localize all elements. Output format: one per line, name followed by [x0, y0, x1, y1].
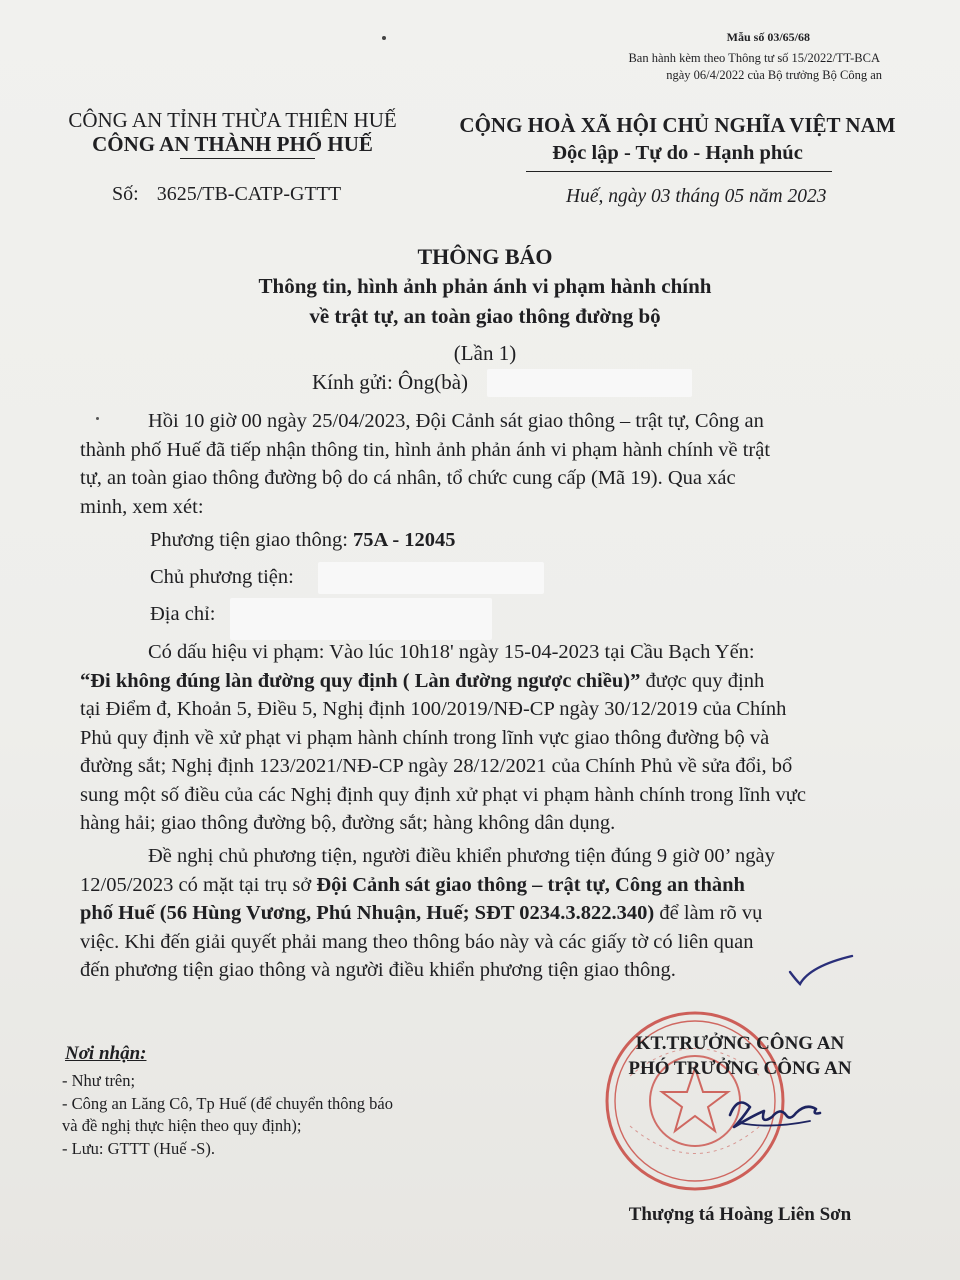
request-line-1: Đề nghị chủ phương tiện, người điều khiển phương tiện đúng 9 giờ 00’ ngày — [148, 845, 775, 867]
violation-description: “Đi không đúng làn đường quy định ( Làn đường ngược chiều)” — [80, 669, 641, 692]
notice-round: (Lần 1) — [453, 341, 517, 365]
document-subtitle-1: Thông tin, hình ảnh phản ánh vi phạm hành chính — [258, 274, 712, 298]
paragraph-violation — [80, 638, 902, 838]
document-number-label: Số: — [112, 183, 139, 205]
handwritten-signature — [720, 1085, 830, 1140]
form-issued-line-1: Ban hành kèm theo Thông tư số 15/2022/TT-BCA — [628, 51, 880, 65]
checkmark-icon — [786, 950, 856, 990]
violation-line-5: đường sắt; Nghị định 123/2021/NĐ-CP ngày 28/12/2021 của Chính Phủ về sửa đổi, bổ — [80, 755, 793, 777]
redacted-recipient-name — [487, 369, 692, 397]
recipients-list — [62, 1070, 393, 1160]
violation-line-4: Phủ quy định về xử phạt vi phạm hành chính trong lĩnh vực giao thông đường bộ và — [80, 726, 770, 749]
request-address: phố Huế (56 Hùng Vương, Phú Nhuận, Huế; SĐT 0234.3.822.340) — [80, 902, 655, 924]
owner-field — [150, 566, 294, 589]
signatory-title-1: KT.TRƯỞNG CÔNG AN — [635, 1033, 845, 1054]
intro-line-4: minh, xem xét: — [80, 495, 204, 518]
agency-underline — [180, 158, 315, 159]
recipient-item: - Lưu: GTTT (Huế -S). — [62, 1138, 215, 1158]
redacted-owner — [318, 562, 544, 594]
agency-line-1: CÔNG AN TỈNH THỪA THIÊN HUẾ — [68, 108, 397, 132]
address-label: Địa chỉ: — [150, 603, 216, 625]
recipients-heading: Nơi nhận: — [65, 1043, 147, 1064]
ink-dot — [382, 36, 386, 40]
document-number-value: 3625/TB-CATP-GTTT — [156, 183, 342, 205]
vehicle-plate: 75A - 12045 — [353, 529, 456, 551]
violation-line-2-tail: được quy định — [640, 669, 765, 692]
request-line-4: việc. Khi đến giải quyết phải mang theo thông báo này và các giấy tờ có liên quan — [80, 930, 754, 953]
violation-line-2 — [80, 667, 902, 696]
recipient-item: và đề nghị thực hiện theo quy định); — [62, 1116, 302, 1135]
document-number — [112, 183, 341, 206]
request-line-2 — [80, 871, 902, 900]
vehicle-field — [150, 529, 456, 552]
request-line-3c: để làm rõ vụ — [654, 902, 763, 924]
recipient-item: - Công an Lăng Cô, Tp Huế (để chuyển thông báo — [62, 1093, 393, 1113]
request-line-2a: 12/05/2023 có mặt tại trụ sở — [80, 873, 317, 896]
vehicle-label: Phương tiện giao thông: — [150, 529, 348, 551]
paragraph-intro — [80, 407, 902, 521]
violation-line-1: Có dấu hiệu vi phạm: Vào lúc 10h18' ngày 15-04-2023 tại Cầu Bạch Yến: — [148, 641, 755, 663]
signatory-name: Thượng tá Hoàng Liên Sơn — [628, 1204, 852, 1225]
document-subtitle-2: về trật tự, an toàn giao thông đường bộ — [309, 304, 661, 328]
recipient-item: - Như trên; — [62, 1071, 136, 1090]
request-line-3 — [80, 899, 902, 928]
nation-line-1: CỘNG HOÀ XÃ HỘI CHỦ NGHĨA VIỆT NAM — [459, 113, 896, 137]
violation-line-6: sung một số điều của các Nghị định quy định xử phạt vi phạm hành chính trong lĩnh vực — [80, 783, 806, 806]
intro-line-3: tự, an toàn giao thông đường bộ do cá nhân, tổ chức cung cấp (Mã 19). Qua xác — [80, 467, 736, 489]
owner-label: Chủ phương tiện: — [150, 566, 294, 588]
paragraph-request — [80, 842, 902, 985]
document-title: THÔNG BÁO — [417, 244, 553, 269]
nation-motto: Độc lập - Tự do - Hạnh phúc — [552, 142, 803, 164]
nation-header — [440, 111, 915, 167]
redacted-address — [230, 598, 492, 640]
request-line-5: đến phương tiện giao thông và người điều khiển phương tiện giao thông. — [80, 959, 676, 981]
document-date: Huế, ngày 03 tháng 05 năm 2023 — [566, 186, 827, 207]
address-field — [150, 603, 215, 626]
form-issued-line-2: ngày 06/4/2022 của Bộ trưởng Bộ Công an — [666, 68, 882, 82]
agency-line-2: CÔNG AN THÀNH PHỐ HUẾ — [92, 132, 373, 156]
agency-header — [40, 108, 425, 156]
intro-line-2: thành phố Huế đã tiếp nhận thông tin, hình ảnh phản ánh vi phạm hành chính về trật — [80, 438, 771, 461]
intro-line-1: Hồi 10 giờ 00 ngày 25/04/2023, Đội Cảnh sát giao thông – trật tự, Công an — [148, 410, 764, 432]
recipient-label: Kính gửi: Ông(bà) — [312, 370, 469, 394]
violation-line-3: tại Điểm đ, Khoản 5, Điều 5, Nghị định 100/2019/NĐ-CP ngày 30/12/2019 của Chính — [80, 698, 787, 720]
nation-underline — [526, 171, 832, 172]
violation-line-7: hàng hải; giao thông đường bộ, đường sắt; hàng không dân dụng. — [80, 812, 616, 834]
signatory-title-2: PHÓ TRƯỞNG CÔNG AN — [628, 1058, 852, 1079]
form-number: Mẫu số 03/65/68 — [726, 30, 810, 44]
request-office: Đội Cảnh sát giao thông – trật tự, Công an thành — [316, 873, 745, 896]
